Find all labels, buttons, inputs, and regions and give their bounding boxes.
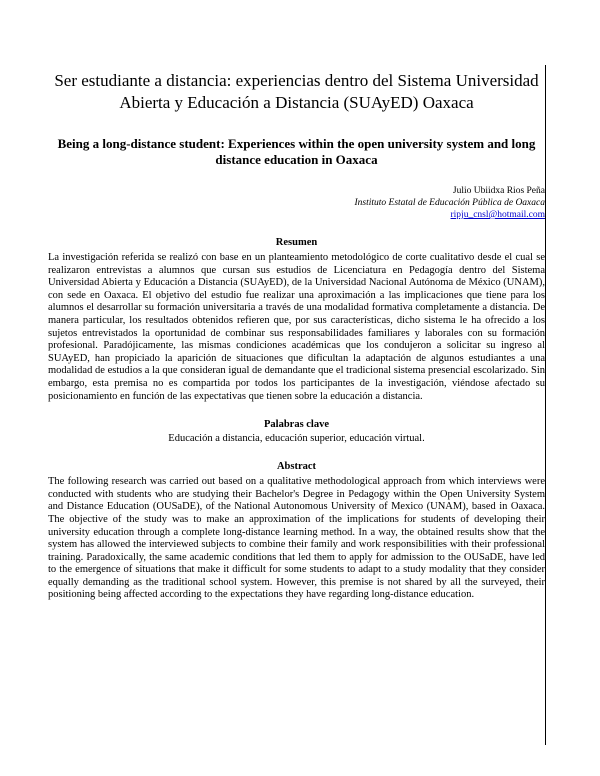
resumen-paragraph: La investigación referida se realizó con base en un planteamiento metodológico de corte cualitativo desde el cual se realizaron entrevistas a alumnos que cursan sus estudios de Licenciatura en Pedagogía dentro del Sistema Universidad Abierta y Educación a Distancia (SUAyED), de la Universidad Nacional Autónoma de México (UNAM), con sede en Oaxaca. El objetivo del estudio fue realizar una aproximación a las implicaciones que tiene para los alumnos el desarrollar su formación universitaria a través de una modalidad formativa completamente a distancia. De manera particular, los resultados obtenidos refieren que, por sus características, dicho sistema le ha ofrecido a los sujetos entrevistados la oportunidad de combinar sus responsabilidades familiares y laborales con su formación profesional. Paradójicamente, las mismas condiciones académicas que los condujeron a solicitar su ingreso al SUAyED, han propiciado la aparición de situaciones que dificultan la adaptación de algunos estudiantes a una modalidad de estudios a la que consideran igual de demandante que el tradicional sistema presencial escolarizado. Sin embargo, esta premisa no es compartida por todos los participantes de la investigación, viéndose afectado su posicionamiento en función de las expectativas que tienen sobre la educación a distancia. bbox=[48, 252, 545, 402]
paper-title-english: Being a long-distance student: Experiences within the open university system and long distance education in Oaxaca bbox=[57, 136, 536, 167]
abstract-heading: Abstract bbox=[276, 461, 317, 473]
palabras-clave-text: Educación a distancia, educación superior, educación virtual. bbox=[168, 433, 425, 445]
author-affiliation: Instituto Estatal de Educación Pública de Oaxaca bbox=[354, 198, 545, 208]
page-right-border-rule bbox=[545, 65, 546, 745]
author-email-link[interactable]: ripju_cnsl@hotmail.com bbox=[450, 210, 545, 220]
resumen-heading: Resumen bbox=[275, 237, 318, 248]
author-email-line bbox=[48, 209, 545, 221]
abstract-paragraph: The following research was carried out based on a qualitative methodological approach from which interviews were conducted with students who are studying their Bachelor's Degree in Pedagogy within the Open University System and Distance Education (OUSaDE), of the National Autonomous University of Mexico (UNAM), based in Oaxaca. The objective of the study was to make an approximation of the implications for students of developing their university education through a complete long-distance learning method. In a way, the obtained results show that the system has allowed the interviewed subjects to combine their family and work responsibilities with their professional training. Paradoxically, the same academic conditions that led them to apply for admission to the OUSaDE, have led to the emergence of situations that make it difficult for some students to adapt to a study modality that they consider equally demanding as the traditional school system. However, this premise is not shared by all the surveyed, their positioning being affected according to the expectations they have regarding long-distance education. bbox=[48, 476, 545, 601]
author-name: Julio Ubiidxa Rios Peña bbox=[452, 186, 545, 196]
palabras-clave-heading: Palabras clave bbox=[263, 419, 330, 431]
paper-title-spanish: Ser estudiante a distancia: experiencias dentro del Sistema Universidad Abierta y Educación a Distancia (SUAyED) Oaxaca bbox=[54, 71, 539, 112]
author-block bbox=[48, 185, 545, 221]
